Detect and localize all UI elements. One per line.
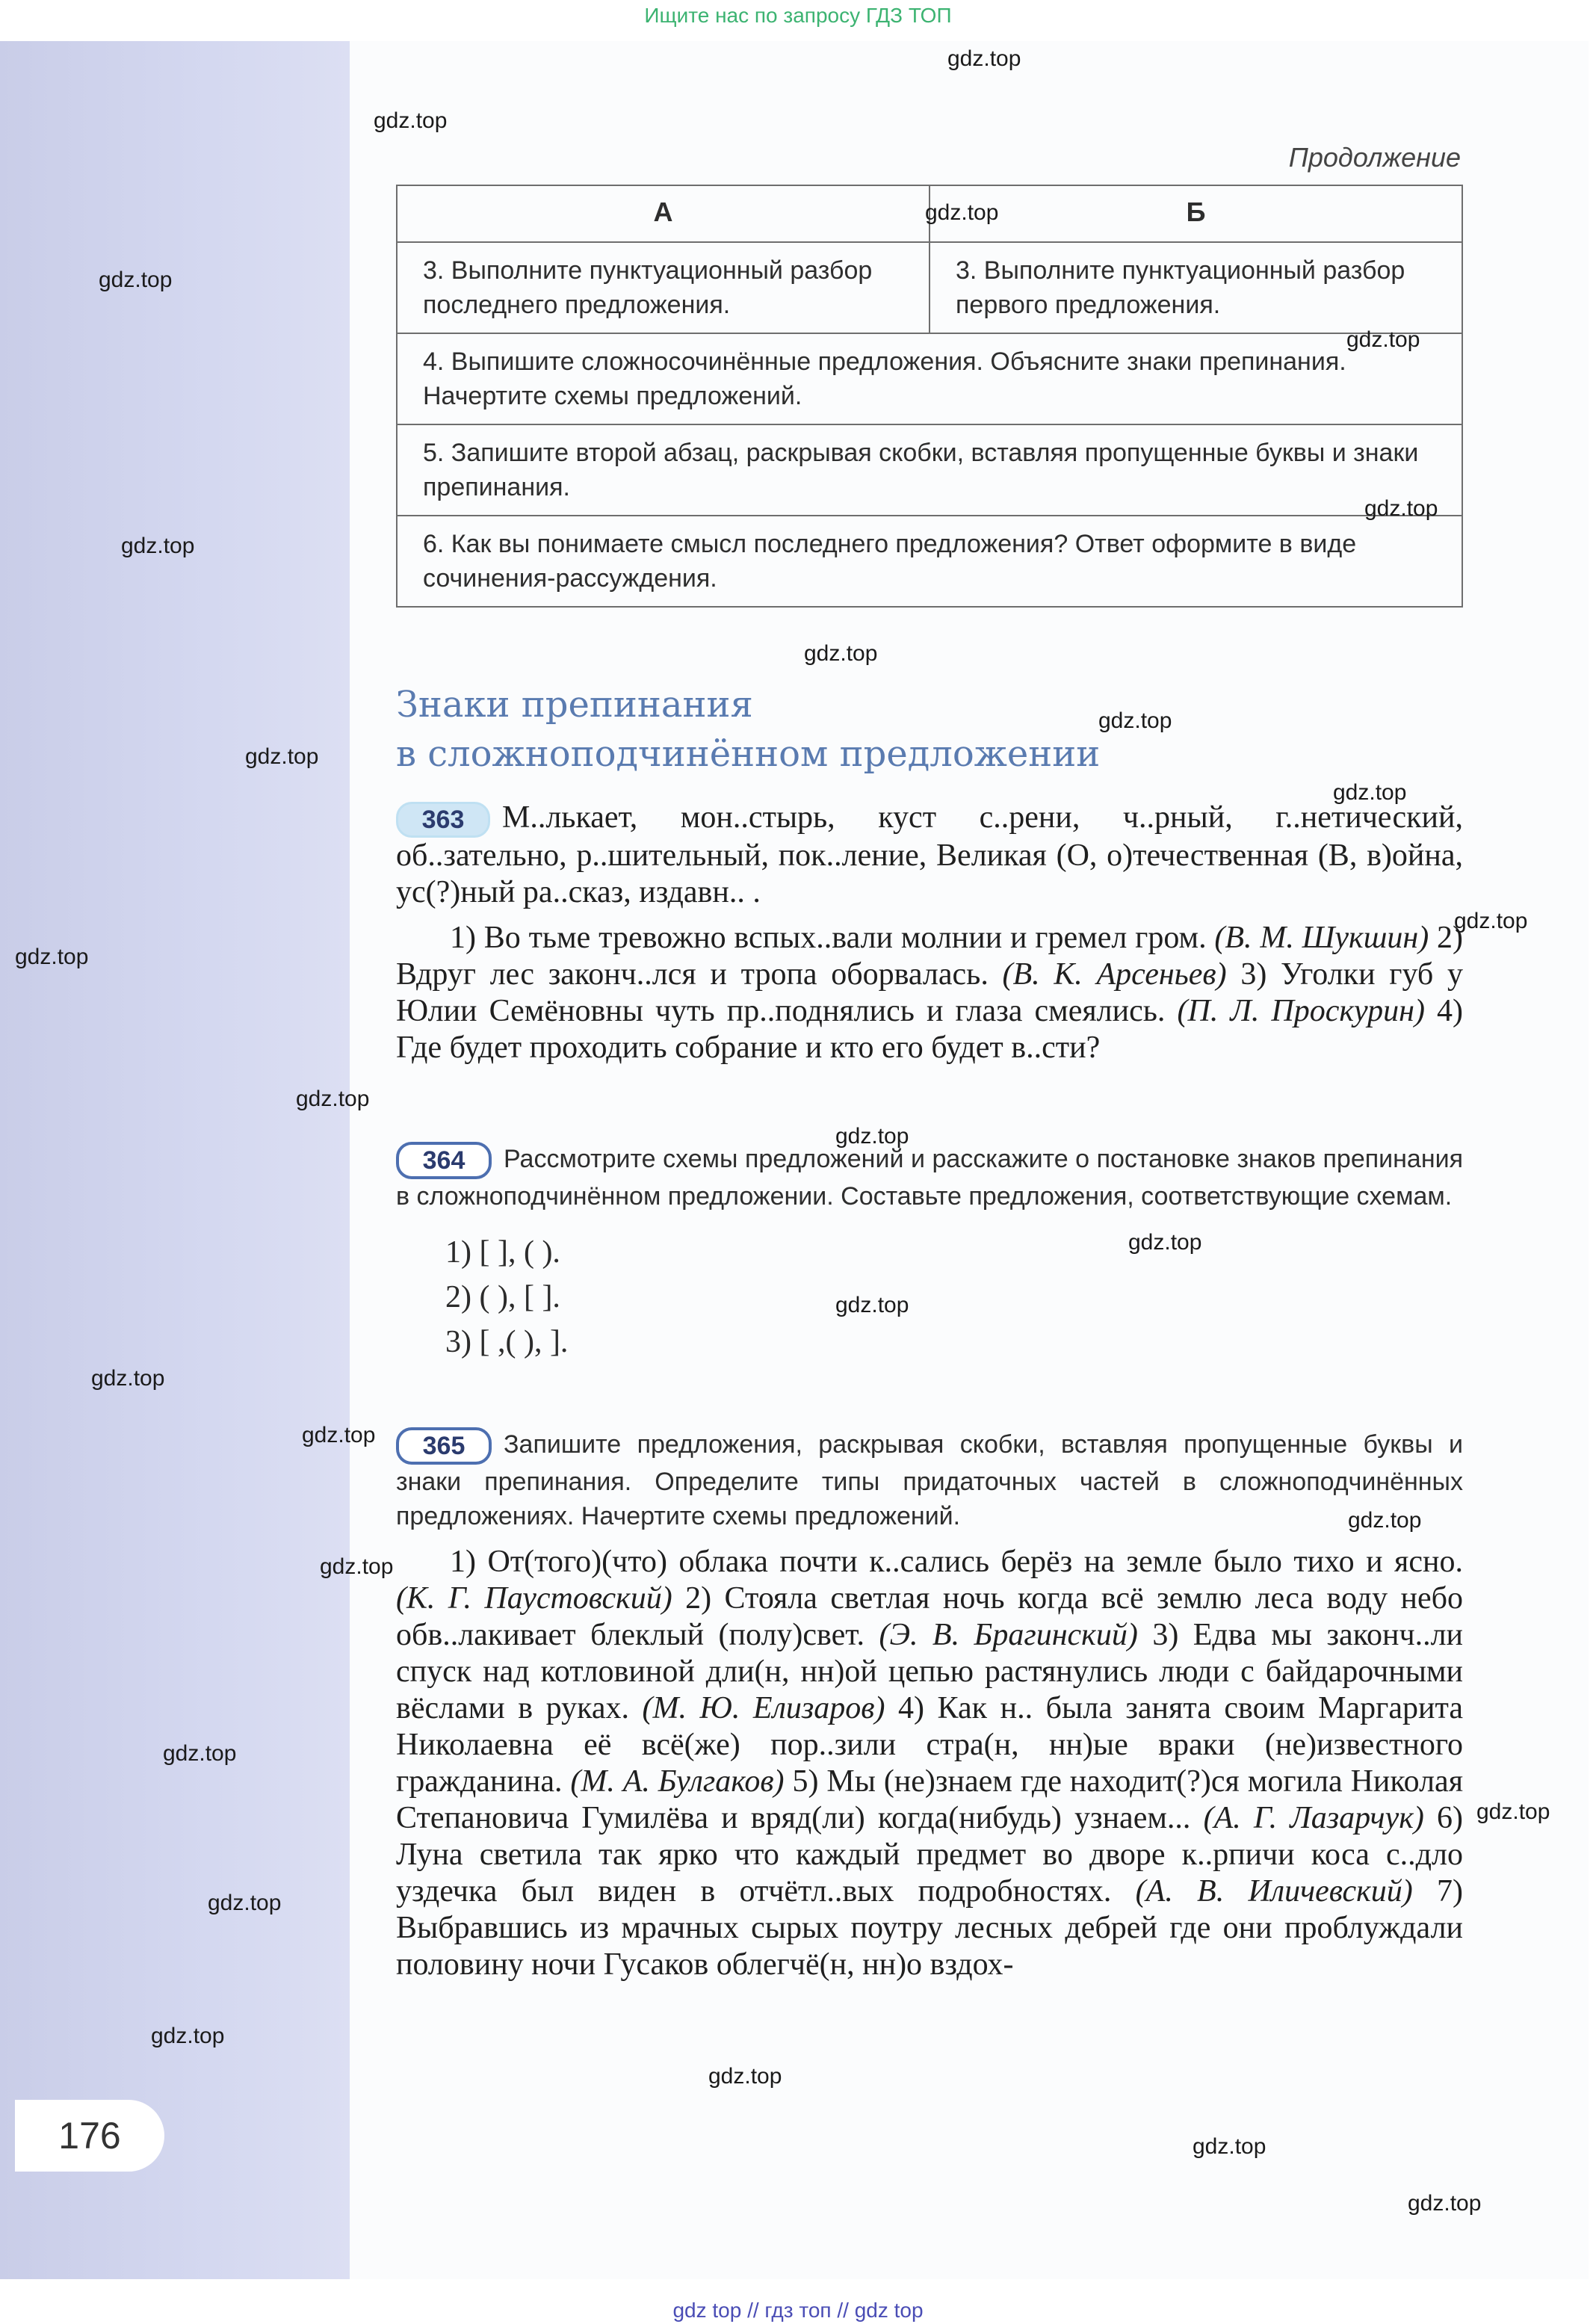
table-cell-6: 6. Как вы понимаете смысл последнего предложения? Ответ оформите в виде сочинения-рассуждения. (397, 516, 1462, 607)
top-banner[interactable]: Ищите нас по запросу ГДЗ ТОП (0, 0, 1596, 31)
task-table (396, 185, 1463, 608)
left-margin-band (0, 41, 350, 2279)
table-row (397, 424, 1462, 516)
continuation-label: Продолжение (1288, 142, 1461, 173)
sentence-3: 3) Уголки губ у Юлии Семёновны чуть пр..поднялись и глаза смеялись. (396, 957, 1463, 1029)
watermark: gdz.top (151, 2024, 225, 2048)
sentence-3: 3) Едва мы законч..ли спуск над котловиной дли(н, нн)ой цепью растянулись люди с байдарочными вёслами в руках. (396, 1618, 1464, 1726)
exercise-364 (396, 1142, 1463, 1365)
author-3: (П. Л. Проскурин) (1177, 994, 1425, 1029)
exercise-363 (396, 800, 1463, 1066)
table-header-a: А (397, 185, 930, 242)
exercise-number-363: 363 (396, 802, 490, 838)
watermark: gdz.top (296, 1087, 370, 1111)
sentence-5: 5) Мы (не)знаем где находит(?)ся могила Николая Степановича Гумилёва и вряд(ли) когда(нибудь) узнаем... (396, 1764, 1464, 1836)
sentence-1: 1) От(того)(что) облака почти к..сались берёз на земле было тихо и ясно. (450, 1545, 1463, 1580)
watermark: gdz.top (708, 2064, 782, 2089)
sentence-4: 4) Как н.. была занята своим Маргарита Николаевна её всё(же) пор..зили стра(н, нн)ые враки (не)известного гражданина. (396, 1691, 1463, 1799)
watermark: gdz.top (1333, 780, 1407, 805)
scheme-2: 2) ( ), [ ]. (445, 1280, 560, 1315)
bottom-banner[interactable]: gdz top // гдз топ // gdz top (672, 2299, 924, 2322)
author-6: (А. В. Иличевский) (1135, 1874, 1413, 1909)
table-header-b: Б (930, 185, 1462, 242)
author-4: (М. А. Булгаков) (570, 1764, 785, 1799)
watermark: gdz.top (1454, 909, 1528, 933)
watermark: gdz.top (1098, 708, 1172, 733)
table-cell-5: 5. Запишите второй абзац, раскрывая скобки, вставляя пропущенные буквы и знаки препинания. (397, 424, 1462, 516)
sentence-6: 6) Луна светила так ярко что каждый предмет во дворе к..рпичи коса с..дло уздечка был виден в отчётл..вых подробностях. (396, 1801, 1464, 1909)
exercise-365-sentences (396, 1544, 1463, 1983)
watermark: gdz.top (302, 1423, 376, 1447)
watermark: gdz.top (99, 268, 173, 292)
section-title-line2: в сложноподчинённом предложении (396, 733, 1101, 775)
table-cell-3a: 3. Выполните пунктуационный разбор последнего предложения. (397, 242, 930, 333)
watermark: gdz.top (1476, 1799, 1550, 1824)
scheme-list (396, 1230, 1463, 1365)
page-number: 176 (15, 2100, 164, 2172)
exercise-number-364: 364 (396, 1142, 492, 1179)
author-2: (В. К. Арсеньев) (1002, 957, 1227, 992)
scheme-3: 3) [ ,( ), ]. (445, 1325, 569, 1360)
watermark: gdz.top (835, 1124, 909, 1149)
watermark: gdz.top (121, 534, 195, 558)
table-cell-3b: 3. Выполните пунктуационный разбор первого предложения. (930, 242, 1462, 333)
author-3: (М. Ю. Елизаров) (642, 1691, 885, 1726)
table-row (397, 242, 1462, 333)
sentence-1: 1) Во тьме тревожно вспых..вали молнии и гремел гром. (450, 921, 1207, 956)
watermark: gdz.top (1193, 2134, 1266, 2159)
watermark: gdz.top (804, 641, 878, 666)
table-row (397, 516, 1462, 607)
watermark: gdz.top (1408, 2191, 1482, 2216)
watermark: gdz.top (835, 1293, 909, 1317)
exercise-number-365: 365 (396, 1427, 492, 1465)
exercise-363-words: М..лькает, мон..стырь, куст с..рени, ч..рный, г..нетический, об..зательно, р..шительный, пок..ление, Великая (О, о)течественная (В, в)ойна, ус(?)ный ра..сказ, издавн.. . (396, 800, 1463, 910)
author-1: (К. Г. Паустовский) (396, 1581, 672, 1616)
watermark: gdz.top (1128, 1230, 1202, 1255)
watermark: gdz.top (320, 1554, 394, 1579)
table-cell-4: 4. Выпишите сложносочинённые предложения. Объясните знаки препинания. Начертите схемы предложений. (397, 333, 1462, 424)
author-5: (А. Г. Лазарчук) (1203, 1801, 1424, 1836)
watermark: gdz.top (1364, 496, 1438, 521)
section-title (396, 680, 1472, 779)
author-1: (В. М. Шукшин) (1214, 921, 1429, 956)
watermark: gdz.top (208, 1891, 282, 1915)
author-2: (Э. В. Брагинский) (879, 1618, 1138, 1653)
sentence-2: 2) Стояла светлая ночь когда всё землю леса воду небо обв..лакивает блеклый (полу)свет. (396, 1581, 1463, 1653)
section-title-line1: Знаки препинания (396, 684, 753, 726)
watermark: gdz.top (1346, 327, 1420, 352)
watermark: gdz.top (91, 1366, 165, 1391)
exercise-364-task: Рассмотрите схемы предложений и расскажите о постановке знаков препинания в сложноподчинённом предложении. Составьте предложения, соответствующие схемам. (396, 1145, 1463, 1211)
table-row (397, 333, 1462, 424)
watermark: gdz.top (374, 108, 448, 133)
watermark: gdz.top (947, 46, 1021, 71)
exercise-365-task: Запишите предложения, раскрывая скобки, вставляя пропущенные буквы и знаки препинания. Определите типы придаточных частей в сложноподчинённых предложениях. Начертите схемы предложений. (396, 1430, 1463, 1531)
watermark: gdz.top (925, 200, 999, 225)
exercise-363-sentences (396, 920, 1463, 1066)
scheme-1: 1) [ ], ( ). (445, 1235, 560, 1270)
watermark: gdz.top (1348, 1508, 1422, 1533)
exercise-365 (396, 1427, 1463, 1983)
sentence-7: 7) Выбравшись из мрачных сырых поутру лесных дебрей где они проблуждали половину ночи Гусаков облегчё(н, нн)о вздох- (396, 1874, 1463, 1982)
watermark: gdz.top (163, 1741, 237, 1766)
sentence-2: 2) Вдруг лес законч..лся и тропа оборвалась. (396, 921, 1464, 992)
watermark: gdz.top (15, 945, 89, 969)
sentence-4: 4) Где будет проходить собрание и кто его будет в..сти? (396, 994, 1464, 1066)
watermark: gdz.top (245, 744, 319, 769)
